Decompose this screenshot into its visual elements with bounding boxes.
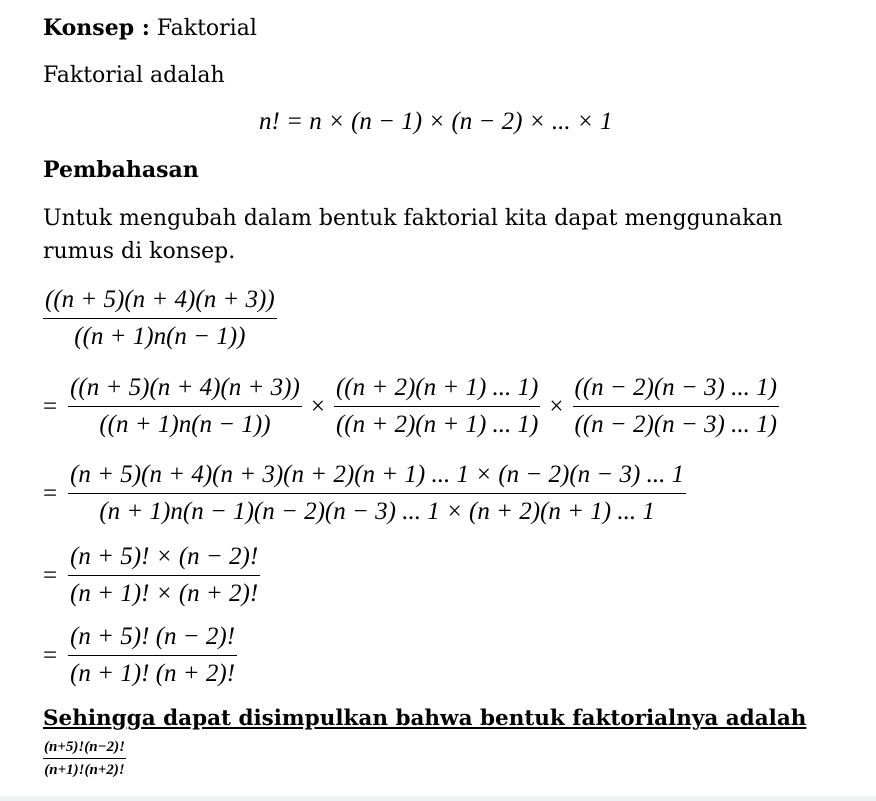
step-1-f1-denominator: ((n + 1)n(n − 1)) (99, 411, 271, 438)
step-1-f3-denominator: ((n − 2)(n − 3) ... 1) (574, 411, 777, 438)
step-4-denominator: (n + 1)! (n + 2)! (70, 660, 236, 687)
discussion-heading: Pembahasan (43, 157, 199, 183)
step-4-equals: = (43, 641, 58, 669)
concept-line (43, 13, 257, 44)
conclusion-fraction (43, 737, 126, 780)
step-1-f1-numerator: ((n + 5)(n + 4)(n + 3)) (68, 372, 302, 407)
step-1-equals: = (43, 392, 58, 420)
definition-formula: n! = n × (n − 1) × (n − 2) × ... × 1 (259, 108, 613, 135)
concept-topic: Faktorial (156, 16, 257, 41)
step-2-fraction (68, 459, 686, 528)
step-0-denominator: ((n + 1)n(n − 1)) (74, 323, 246, 350)
step-3-equals: = (43, 561, 58, 589)
step-4 (43, 621, 240, 690)
step-3-denominator: (n + 1)! × (n + 2)! (70, 580, 259, 607)
step-1-times-2: × (549, 392, 564, 420)
conclusion-text: Sehingga dapat disimpulkan bahwa bentuk faktorialnya adalah (43, 706, 807, 731)
step-1-fraction-2 (334, 372, 540, 441)
discussion-text-line2: rumus di konsep. (43, 239, 236, 264)
step-3 (43, 541, 263, 610)
step-0-numerator: ((n + 5)(n + 4)(n + 3)) (43, 284, 277, 319)
step-2-numerator: (n + 5)(n + 4)(n + 3)(n + 2)(n + 1) ... 1 × (n − 2)(n − 3) ... 1 (68, 459, 686, 494)
step-2 (43, 459, 689, 528)
discussion-text-line1: Untuk mengubah dalam bentuk faktorial kita dapat menggunakan (43, 206, 783, 231)
concept-label: Konsep : (43, 15, 150, 41)
step-3-numerator: (n + 5)! × (n − 2)! (68, 541, 260, 576)
step-1-fraction-1 (68, 372, 302, 441)
step-1-f2-denominator: ((n + 2)(n + 1) ... 1) (335, 411, 539, 438)
step-3-fraction (68, 541, 260, 610)
step-1 (43, 372, 782, 441)
step-4-numerator: (n + 5)! (n − 2)! (68, 621, 237, 656)
conclusion-numerator: (n+5)!(n−2)! (43, 737, 126, 759)
step-4-fraction (68, 621, 237, 690)
definition-intro: Faktorial adalah (43, 63, 225, 88)
step-1-f2-numerator: ((n + 2)(n + 1) ... 1) (334, 372, 540, 407)
step-0 (40, 284, 280, 353)
page-bottom-edge (0, 796, 876, 801)
conclusion-denominator: (n+1)!(n+2)! (44, 762, 125, 778)
step-2-denominator: (n + 1)n(n − 1)(n − 2)(n − 3) ... 1 × (n + 2)(n + 1) ... 1 (99, 498, 655, 525)
step-1-times-1: × (310, 392, 325, 420)
step-1-fraction-3 (573, 372, 779, 441)
step-1-f3-numerator: ((n − 2)(n − 3) ... 1) (573, 372, 779, 407)
step-2-equals: = (43, 479, 58, 507)
step-0-fraction (43, 284, 277, 353)
